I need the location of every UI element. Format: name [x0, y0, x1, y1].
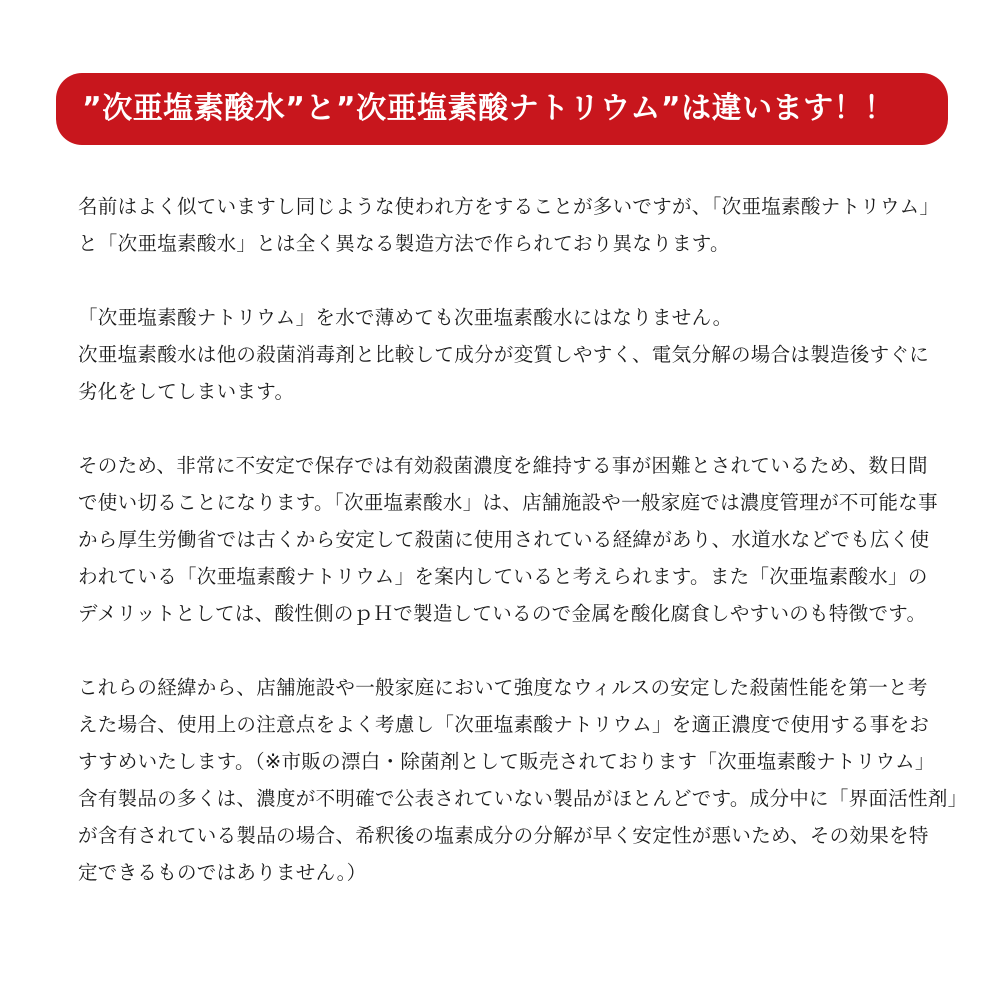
paragraph-spacer — [78, 632, 958, 669]
text-line: そのため、非常に不安定で保存では有効殺菌濃度を維持する事が困難とされているため、数日間 — [78, 454, 928, 477]
text-line: 含有製品の多くは、濃度が不明確で公表されていない製品がほとんどです。成分中に「界面活性剤」 — [78, 787, 968, 810]
page-title: ”次亜塩素酸水”と”次亜塩素酸ナトリウム”は違います！！ — [82, 91, 895, 126]
text-line: われている「次亜塩素酸ナトリウム」を案内していると考えられます。また「次亜塩素酸水」の — [78, 565, 928, 588]
paragraph-2 — [78, 299, 958, 410]
text-line: 「次亜塩素酸ナトリウム」を水で薄めても次亜塩素酸水にはなりません。 — [78, 306, 733, 329]
text-line: から厚生労働省では古くから安定して殺菌に使用されている経緯があり、水道水などでも広く使 — [78, 528, 930, 551]
paragraph-1 — [78, 188, 958, 262]
paragraph-4 — [78, 669, 968, 891]
text-line: 劣化をしてしまいます。 — [78, 380, 295, 403]
article-body — [78, 188, 968, 891]
text-line: デメリットとしては、酸性側のｐＨで製造しているので金属を酸化腐食しやすいのも特徴です。 — [78, 602, 927, 625]
text-line: これらの経緯から、店舗施設や一般家庭において強度なウィルスの安定した殺菌性能を第一と考 — [78, 676, 928, 699]
text-line: で使い切ることになります。「次亜塩素酸水」は、店舗施設や一般家庭では濃度管理が不可能な事 — [78, 491, 938, 514]
text-line: 定できるものではありません。） — [78, 861, 367, 884]
text-line: すすめいたします。（※市販の漂白・除菌剤として販売されております「次亜塩素酸ナトリウム」 — [78, 750, 935, 773]
paragraph-spacer — [78, 410, 958, 447]
text-line: 名前はよく似ていますし同じような使われ方をすることが多いですが、「次亜塩素酸ナトリウム」 — [78, 195, 940, 218]
text-line: えた場合、使用上の注意点をよく考慮し「次亜塩素酸ナトリウム」を適正濃度で使用する事をお — [78, 713, 930, 736]
title-banner — [56, 73, 948, 145]
text-line: 次亜塩素酸水は他の殺菌消毒剤と比較して成分が変質しやすく、電気分解の場合は製造後すぐに — [78, 343, 930, 366]
text-line: と「次亜塩素酸水」とは全く異なる製造方法で作られており異なります。 — [78, 232, 730, 255]
paragraph-spacer — [78, 262, 958, 299]
text-line: が含有されている製品の場合、希釈後の塩素成分の分解が早く安定性が悪いため、その効果を特 — [78, 824, 929, 847]
paragraph-3 — [78, 447, 958, 632]
